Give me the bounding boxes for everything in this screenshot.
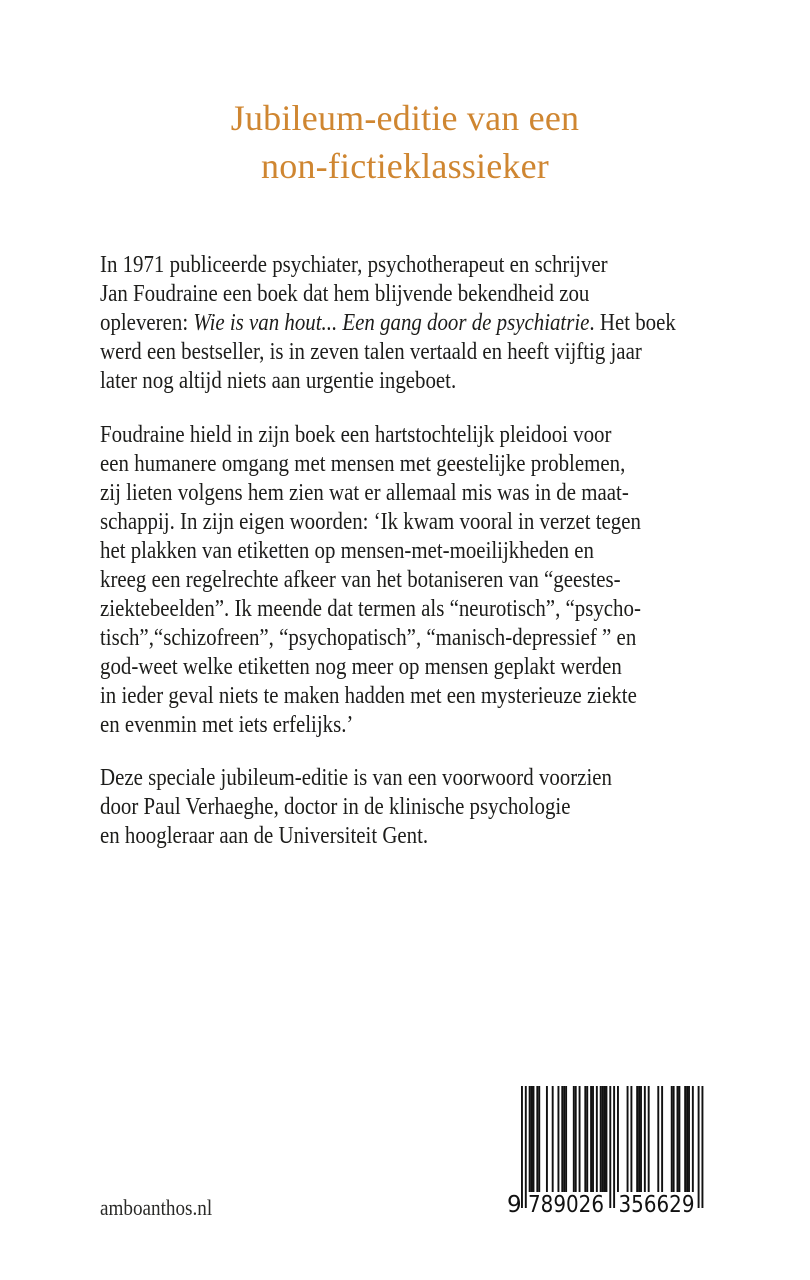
blurb-line: tisch”,“schizofreen”, “psychopatisch”, “manisch-depressief ” en — [100, 625, 637, 651]
page-title — [0, 94, 810, 190]
title-line-2: non-fictieklassieker — [261, 146, 549, 186]
blurb-line: god-weet welke etiketten nog meer op mensen geplakt werden — [100, 654, 622, 680]
blurb-line: zij lieten volgens hem zien wat er allemaal mis was in de maat- — [100, 480, 629, 506]
blurb-line: in ieder geval niets te maken hadden met een mysterieuze ziekte — [100, 683, 637, 709]
blurb-line: en hoogleraar aan de Universiteit Gent. — [100, 823, 429, 849]
blurb-paragraph-2 — [100, 421, 641, 740]
blurb-line: een humanere omgang met mensen met geestelijke problemen, — [100, 451, 626, 477]
title-line-1: Jubileum-editie van een — [230, 98, 580, 138]
blurb-line: het plakken van etiketten op mensen-met-moeilijkheden en — [100, 538, 594, 564]
blurb-line: In 1971 publiceerde psychiater, psychotherapeut en schrijver — [100, 252, 608, 278]
blurb-line: door Paul Verhaeghe, doctor in de klinische psychologie — [100, 794, 571, 820]
isbn-barcode — [507, 1086, 704, 1219]
blurb-paragraph-1 — [100, 251, 676, 396]
barcode-svg — [507, 1086, 704, 1214]
blurb-line: Foudraine hield in zijn boek een hartstochtelijk pleidooi voor — [100, 422, 612, 448]
blurb-line: en evenmin met iets erfelijks.’ — [100, 712, 354, 738]
barcode-number: 356629 — [618, 1192, 695, 1214]
blurb-line: later nog altijd niets aan urgentie ingeboet. — [100, 368, 457, 394]
blurb-paragraph-3 — [100, 764, 612, 851]
blurb-line: ziektebeelden”. Ik meende dat termen als “neurotisch”, “psycho- — [100, 596, 641, 622]
blurb-line: schappij. In zijn eigen woorden: ‘Ik kwam vooral in verzet tegen — [100, 509, 641, 535]
blurb-line: Deze speciale jubileum-editie is van een voorwoord voorzien — [100, 765, 612, 791]
barcode-number: 789026 — [528, 1192, 604, 1214]
blurb-line: opleveren: Wie is van hout... Een gang door de psychiatrie. Het boek — [100, 310, 676, 336]
blurb-line: kreeg een regelrechte afkeer van het botaniseren van “geestes- — [100, 567, 621, 593]
barcode-number: 9 — [507, 1192, 522, 1214]
blurb-line: werd een bestseller, is in zeven talen vertaald en heeft vijftig jaar — [100, 339, 642, 365]
publisher-website: amboanthos.nl — [100, 1195, 213, 1220]
blurb-line: Jan Foudraine een boek dat hem blijvende bekendheid zou — [100, 281, 590, 307]
